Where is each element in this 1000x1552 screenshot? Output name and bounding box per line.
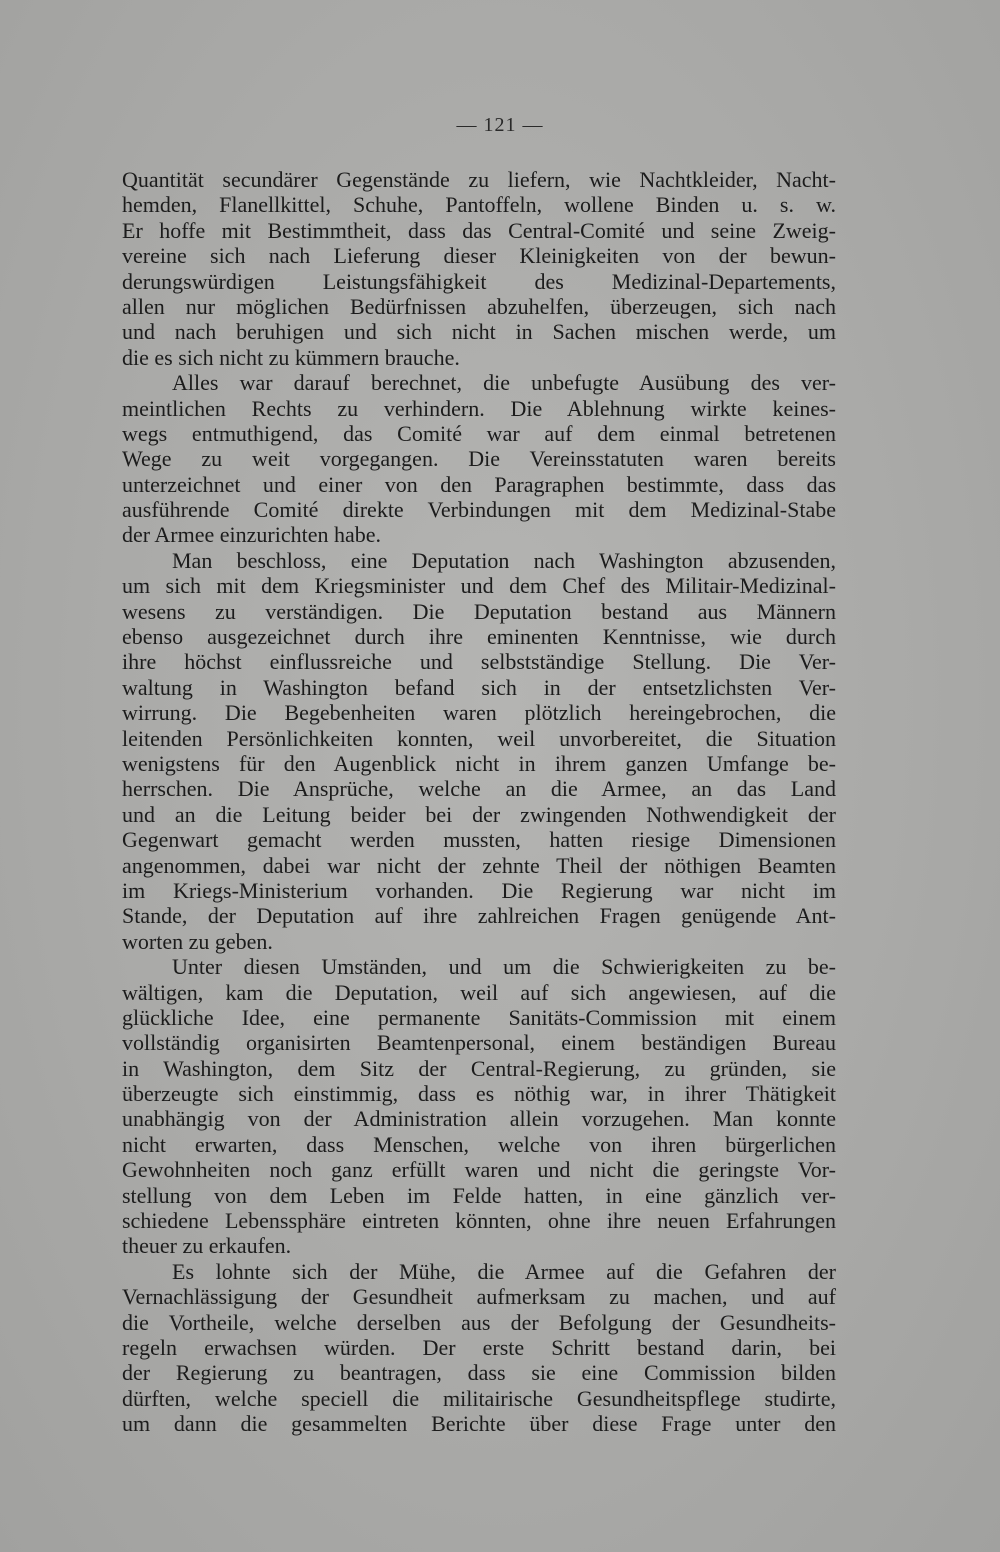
- text-line: Gewohnheiten noch ganz erfüllt waren und nicht die geringste Vor-: [122, 1157, 836, 1183]
- text-line: wegs entmuthigend, das Comité war auf dem einmal betretenen: [122, 420, 836, 446]
- text-line: unterzeichnet und einer von den Paragraphen bestimmte, dass das: [122, 471, 836, 497]
- text-line: angenommen, dabei war nicht der zehnte Theil der nöthigen Beamten: [122, 852, 836, 878]
- text-line: Alles war darauf berechnet, die unbefugte Ausübung des ver-: [172, 370, 836, 396]
- text-line: allen nur möglichen Bedürfnissen abzuhelfen, überzeugen, sich nach: [122, 293, 836, 319]
- text-line: der Armee einzurichten habe.: [122, 522, 381, 548]
- text-line: ausführende Comité direkte Verbindungen mit dem Medizinal-Stabe: [122, 497, 836, 523]
- page-number: — 121 —: [456, 114, 544, 136]
- text-line: Vernachlässigung der Gesundheit aufmerksam zu machen, und auf: [122, 1284, 836, 1310]
- text-line: worten zu geben.: [122, 928, 273, 954]
- text-line: um dann die gesammelten Berichte über diese Frage unter den: [122, 1411, 836, 1437]
- text-line: wenigstens für den Augenblick nicht in ihrem ganzen Umfange be-: [122, 750, 836, 776]
- text-line: der Regierung zu beantragen, dass sie eine Commission bilden: [122, 1360, 836, 1386]
- text-line: theuer zu erkaufen.: [122, 1233, 292, 1259]
- text-line: derungswürdigen Leistungsfähigkeit des Medizinal-Departements,: [122, 268, 836, 294]
- text-line: vollständig organisirten Beamtenpersonal, einem beständigen Bureau: [122, 1030, 836, 1056]
- text-line: Es lohnte sich der Mühe, die Armee auf die Gefahren der: [172, 1258, 836, 1284]
- text-line: glückliche Idee, eine permanente Sanitäts-Commission mit einem: [122, 1004, 836, 1030]
- text-line: und nach beruhigen und sich nicht in Sachen mischen werde, um: [122, 319, 836, 345]
- text-line: Stande, der Deputation auf ihre zahlreichen Fragen genügende Ant-: [122, 903, 836, 929]
- text-line: unabhängig von der Administration allein vorzugehen. Man konnte: [122, 1106, 836, 1132]
- text-line: wesens zu verständigen. Die Deputation bestand aus Männern: [122, 598, 836, 624]
- text-line: überzeugte sich einstimmig, dass es nöthig war, in ihrer Thätigkeit: [122, 1081, 836, 1107]
- text-line: Er hoffe mit Bestimmtheit, dass das Central-Comité und seine Zweig-: [122, 217, 836, 243]
- text-line: herrschen. Die Ansprüche, welche an die Armee, an das Land: [122, 776, 836, 802]
- text-line: ebenso ausgezeichnet durch ihre eminenten Kenntnisse, wie durch: [122, 624, 836, 650]
- text-line: ihre höchst einflussreiche und selbstständige Stellung. Die Ver-: [122, 649, 836, 675]
- text-line: meintlichen Rechts zu verhindern. Die Ablehnung wirkte keines-: [122, 395, 836, 421]
- text-line: regeln erwachsen würden. Der erste Schritt bestand darin, bei: [122, 1334, 836, 1360]
- text-line: Unter diesen Umständen, und um die Schwierigkeiten zu be-: [172, 954, 836, 980]
- text-line: vereine sich nach Lieferung dieser Kleinigkeiten von der bewun-: [122, 243, 836, 269]
- text-line: die Vortheile, welche derselben aus der Befolgung der Gesundheits-: [122, 1309, 836, 1335]
- text-line: stellung von dem Leben im Felde hatten, in eine gänzlich ver-: [122, 1182, 836, 1208]
- text-line: die es sich nicht zu kümmern brauche.: [122, 344, 460, 370]
- body-text: [122, 167, 836, 1437]
- text-line: nicht erwarten, dass Menschen, welche von ihren bürgerlichen: [122, 1131, 836, 1157]
- text-line: in Washington, dem Sitz der Central-Regierung, zu gründen, sie: [122, 1055, 836, 1081]
- text-line: schiedene Lebenssphäre eintreten könnten, ohne ihre neuen Erfahrungen: [122, 1208, 836, 1234]
- text-line: im Kriegs-Ministerium vorhanden. Die Regierung war nicht im: [122, 877, 836, 903]
- text-line: waltung in Washington befand sich in der entsetzlichsten Ver-: [122, 674, 836, 700]
- text-line: wirrung. Die Begebenheiten waren plötzlich hereingebrochen, die: [122, 700, 836, 726]
- text-line: Quantität secundärer Gegenstände zu liefern, wie Nachtkleider, Nacht-: [122, 167, 836, 192]
- text-line: dürften, welche speciell die militairische Gesundheitspflege studirte,: [122, 1385, 836, 1411]
- text-line: hemden, Flanellkittel, Schuhe, Pantoffeln, wollene Binden u. s. w.: [122, 192, 836, 218]
- text-line: Wege zu weit vorgegangen. Die Vereinsstatuten waren bereits: [122, 446, 836, 472]
- text-line: leitenden Persönlichkeiten konnten, weil unvorbereitet, die Situation: [122, 725, 836, 751]
- text-line: wältigen, kam die Deputation, weil auf sich angewiesen, auf die: [122, 979, 836, 1005]
- text-line: und an die Leitung beider bei der zwingenden Nothwendigkeit der: [122, 801, 836, 827]
- text-line: Man beschloss, eine Deputation nach Washington abzusenden,: [172, 547, 836, 573]
- text-line: um sich mit dem Kriegsminister und dem Chef des Militair-Medizinal-: [122, 573, 836, 599]
- text-line: Gegenwart gemacht werden mussten, hatten riesige Dimensionen: [122, 827, 836, 853]
